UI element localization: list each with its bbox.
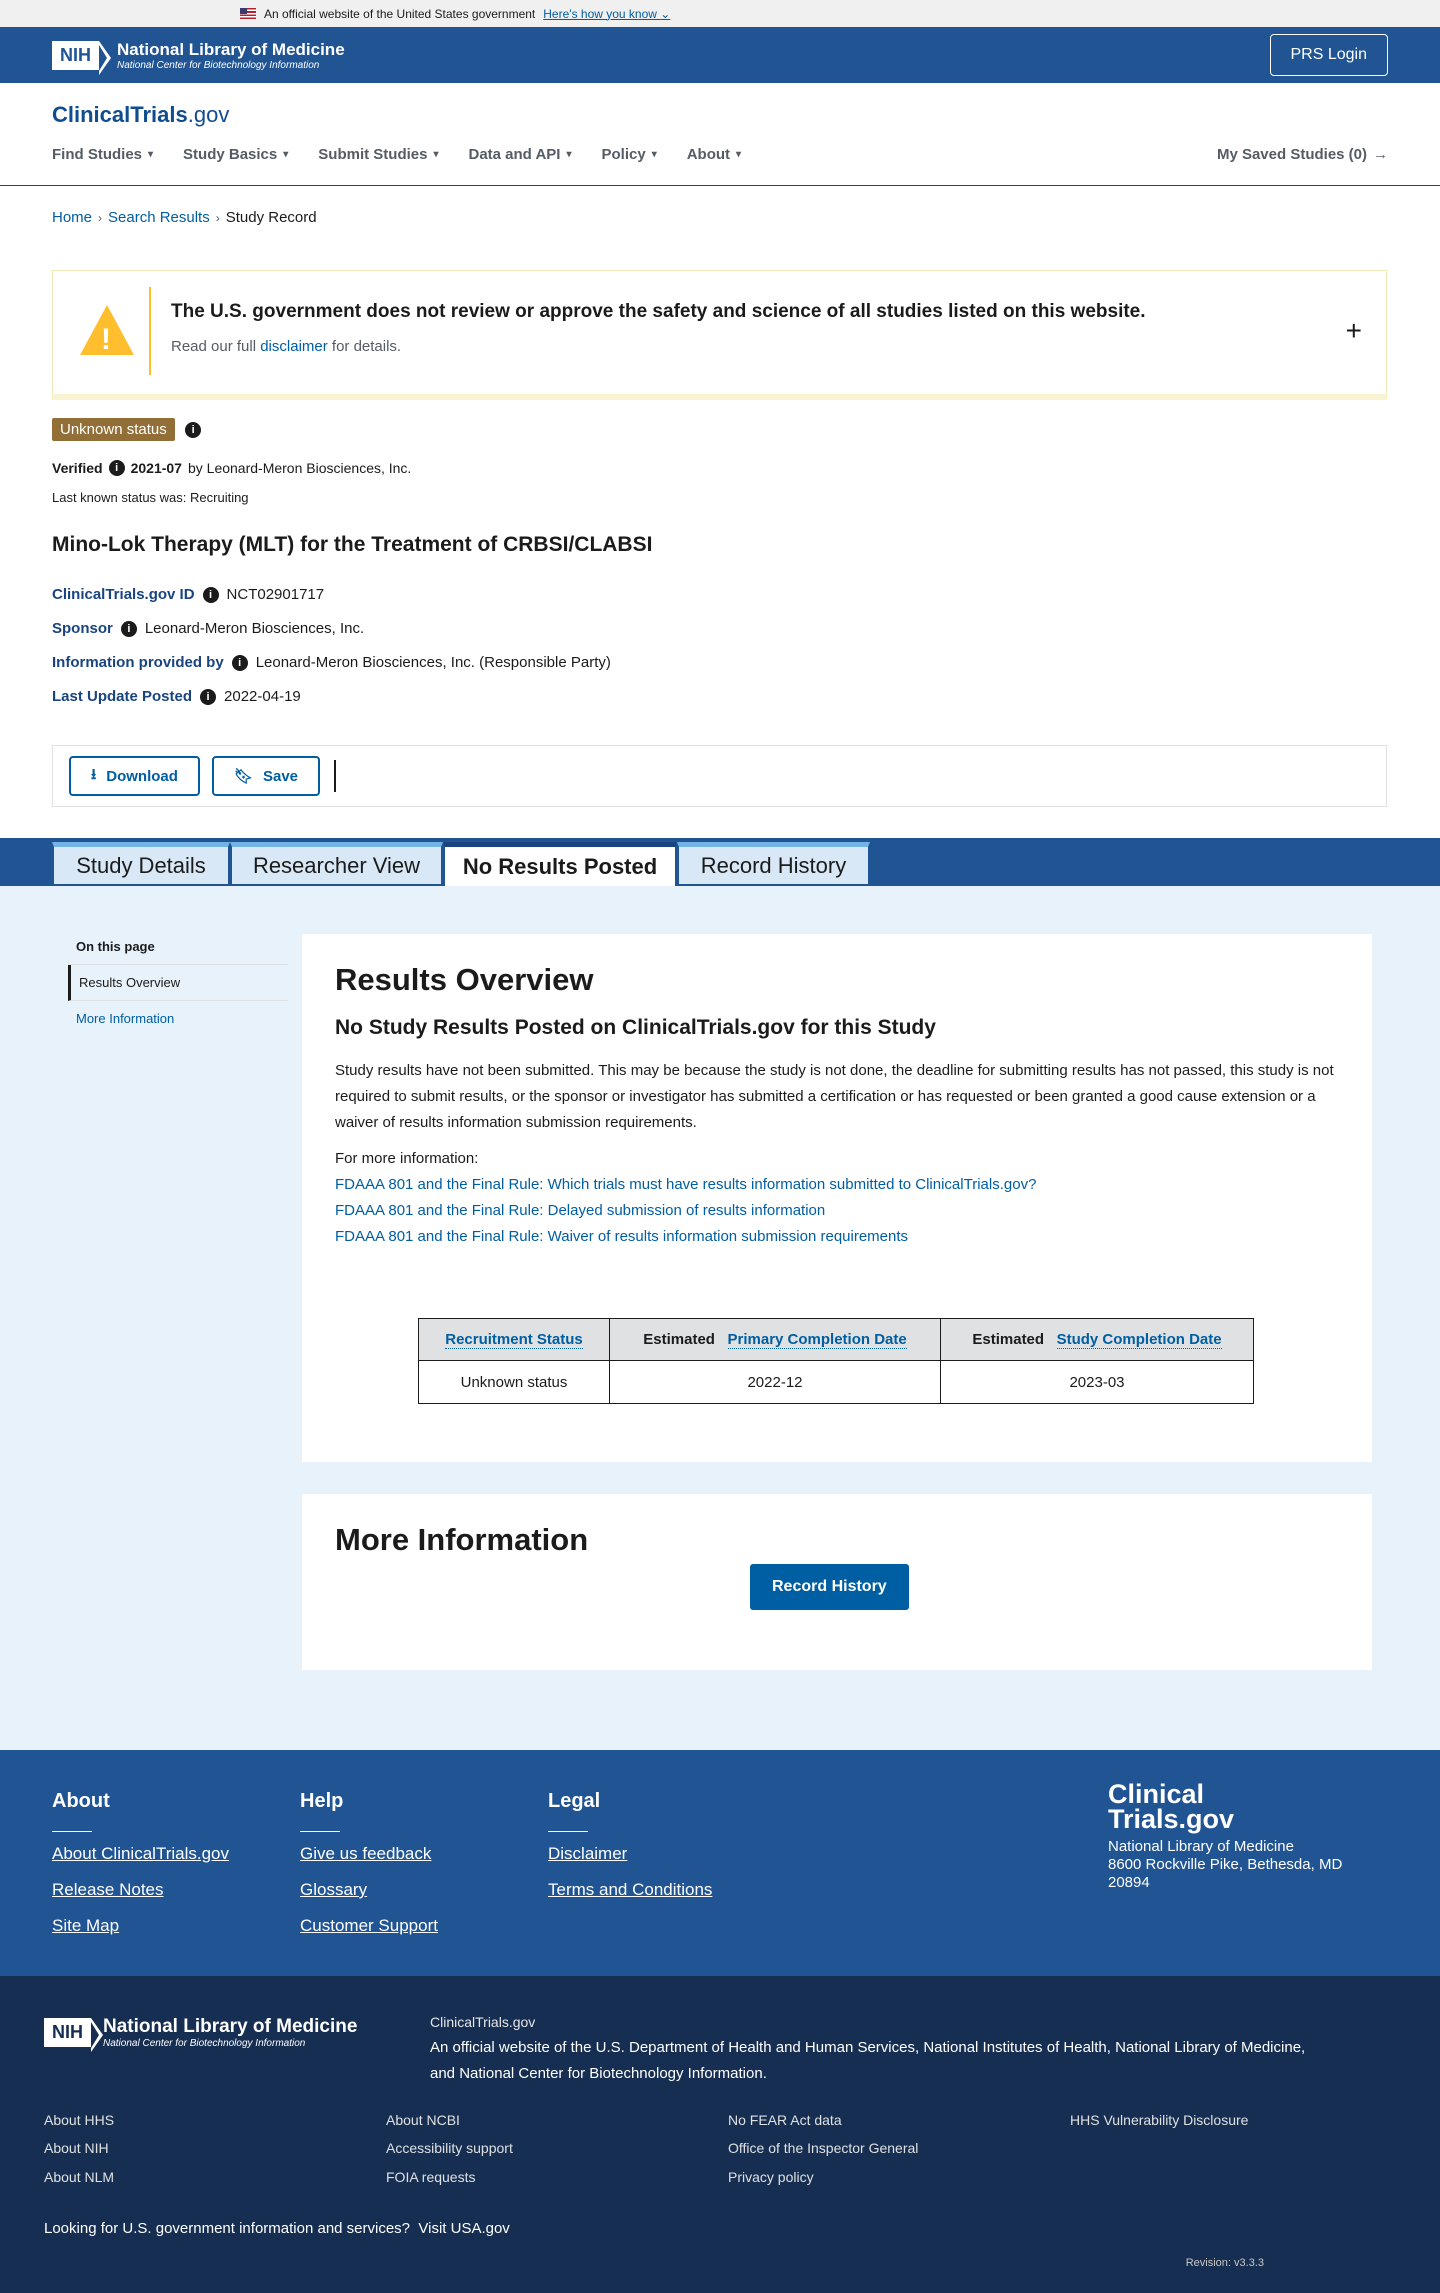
vulnerability-disclosure-link[interactable]: HHS Vulnerability Disclosure <box>1070 2112 1249 2128</box>
primary-completion-link[interactable]: Primary Completion Date <box>727 1331 907 1348</box>
on-this-page-heading: On this page <box>68 939 288 965</box>
revision-text: Revision: v3.3.3 <box>1185 2257 1264 2269</box>
nih-badge: NIH <box>52 41 99 70</box>
breadcrumb-search-results[interactable]: Search Results <box>108 209 210 226</box>
study-id: NCT02901717 <box>226 586 325 603</box>
info-icon[interactable]: i <box>121 621 137 637</box>
about-ncbi-link[interactable]: About NCBI <box>386 2112 460 2128</box>
fdaaa-link-delayed[interactable]: FDAAA 801 and the Final Rule: Delayed submission of results information <box>335 1202 826 1219</box>
my-saved-studies-link[interactable]: My Saved Studies (0) → <box>1216 146 1388 163</box>
footer-help: Help Give us feedback Glossary Customer Support <box>300 1790 438 1935</box>
recruitment-status-link[interactable]: Recruitment Status <box>445 1331 583 1348</box>
footer-address: Clinical Trials.gov National Library of Medicine 8600 Rockville Pike, Bethesda, MD 20894 <box>1108 1779 1343 1891</box>
tab-no-results-posted[interactable]: No Results Posted <box>443 842 677 888</box>
table-header: Estimated Study Completion Date <box>941 1319 1254 1361</box>
table-header: Estimated Primary Completion Date <box>610 1319 941 1361</box>
info-icon[interactable]: i <box>185 422 201 438</box>
info-icon[interactable]: i <box>203 587 219 603</box>
about-nlm-link[interactable]: About NLM <box>44 2169 115 2185</box>
info-provided-row: Information provided by i Leonard-Meron Biosciences, Inc. (Responsible Party) <box>52 654 611 671</box>
download-icon: ⭳ <box>91 765 97 783</box>
onpage-more-information[interactable]: More Information <box>76 1011 175 1026</box>
chevron-down-icon: ▾ <box>736 149 742 160</box>
sponsor-value: Leonard-Meron Biosciences, Inc. <box>144 620 365 637</box>
breadcrumb <box>52 209 317 226</box>
chevron-down-icon: ⌄ <box>660 6 671 21</box>
expand-plus-icon[interactable]: + <box>1345 315 1362 346</box>
nih-link[interactable]: National Institutes of Health <box>923 2039 1107 2056</box>
footer-ct-logo[interactable]: Clinical Trials.gov <box>1108 1779 1235 1834</box>
privacy-policy-link[interactable]: Privacy policy <box>728 2169 814 2185</box>
breadcrumb-home[interactable]: Home <box>52 209 93 226</box>
results-body: Study results have not been submitted. This may be because the study is not done, the deadline for submitting results has not passed, this study is not required to submit results, or the sponsor or investigator has submitted a certification or has requested or been granted a good cause extension or a waiver of results information submission requirements. <box>335 1062 1334 1131</box>
inspector-general-link[interactable]: Office of the Inspector General <box>728 2140 919 2156</box>
footer-disclaimer-link[interactable]: Disclaimer <box>548 1844 628 1863</box>
disclaimer-alert: ! The U.S. government does not review or approve the safety and science of all studies listed on this website. Read our full disclaimer for details. + <box>52 270 1387 400</box>
footer-about: About About ClinicalTrials.gov Release Notes Site Map <box>52 1790 229 1935</box>
footer-feedback-link[interactable]: Give us feedback <box>300 1844 432 1863</box>
footer-legal: Legal Disclaimer Terms and Conditions <box>548 1790 713 1899</box>
on-this-page-nav <box>68 939 288 1036</box>
footer-terms-link[interactable]: Terms and Conditions <box>548 1880 713 1899</box>
nav-study-basics[interactable]: Study Basics ▾ <box>183 146 289 163</box>
ncbi-subtitle: National Center for Biotechnology Information <box>117 59 320 71</box>
nlm-title: National Library of Medicine <box>117 39 345 59</box>
verified-line: Verified i 2021-07 by Leonard-Meron Biosciences, Inc. <box>52 460 412 476</box>
info-provided-value: Leonard-Meron Biosciences, Inc. (Responsible Party) <box>255 654 611 671</box>
table-row: Unknown status 2022-12 2023-03 <box>419 1361 1254 1404</box>
us-flag-icon <box>240 8 256 19</box>
tab-study-details[interactable]: Study Details <box>52 842 230 886</box>
footer-glossary-link[interactable]: Glossary <box>300 1880 368 1899</box>
status-badge: Unknown status <box>52 418 175 441</box>
chevron-down-icon: ▾ <box>566 149 572 160</box>
tab-record-history[interactable]: Record History <box>677 842 870 886</box>
last-known-status: Last known status was: Recruiting <box>52 490 249 505</box>
chevron-down-icon: ▾ <box>283 149 289 160</box>
info-icon[interactable]: i <box>200 689 216 705</box>
tab-researcher-view[interactable]: Researcher View <box>230 842 443 886</box>
info-icon[interactable]: i <box>109 460 125 476</box>
about-nih-link[interactable]: About NIH <box>44 2140 109 2156</box>
results-overview-card <box>302 934 1372 1462</box>
study-id-row: ClinicalTrials.gov ID i NCT02901717 <box>52 586 325 603</box>
status-table <box>418 1318 1254 1404</box>
nih-header <box>0 27 1440 83</box>
chevron-down-icon: ▾ <box>651 149 657 160</box>
nlm-logo[interactable] <box>52 40 345 71</box>
sponsor-row: Sponsor i Leonard-Meron Biosciences, Inc. <box>52 620 365 637</box>
nih-badge: NIH <box>44 2018 91 2047</box>
fdaaa-link-which-trials[interactable]: FDAAA 801 and the Final Rule: Which trials must have results information submitted to ClinicalTrials.gov? <box>335 1176 1037 1193</box>
ncbi-link[interactable]: National Center for Biotechnology Information <box>459 2065 763 2082</box>
hhs-link[interactable]: U.S. Department of Health and Human Services <box>595 2039 915 2056</box>
nav-find-studies[interactable]: Find Studies ▾ <box>52 146 154 163</box>
fdaaa-link-waiver[interactable]: FDAAA 801 and the Final Rule: Waiver of results information submission requirements <box>335 1228 909 1245</box>
table-header <box>419 1319 610 1361</box>
footer-nlm-logo[interactable]: NIH National Library of Medicine National Center for Biotechnology Information <box>44 2016 357 2049</box>
save-button[interactable]: 🔖︎ Save <box>212 756 320 796</box>
prs-login-button[interactable]: PRS Login <box>1270 34 1389 76</box>
main-nav <box>52 146 1388 163</box>
chevron-down-icon: ▾ <box>148 149 154 160</box>
no-fear-act-link[interactable]: No FEAR Act data <box>728 2112 842 2128</box>
nav-submit-studies[interactable]: Submit Studies ▾ <box>318 146 439 163</box>
footer-about-ct-link[interactable]: About ClinicalTrials.gov <box>52 1844 229 1863</box>
footer-release-notes-link[interactable]: Release Notes <box>52 1880 164 1899</box>
last-update-value: 2022-04-19 <box>224 688 301 705</box>
download-button[interactable]: ⭳ Download <box>69 756 200 796</box>
arrow-right-icon: → <box>1373 146 1388 163</box>
footer-site-map-link[interactable]: Site Map <box>52 1916 120 1935</box>
info-icon[interactable]: i <box>232 655 248 671</box>
nav-data-and-api[interactable]: Data and API ▾ <box>468 146 572 163</box>
clinicaltrials-logo[interactable]: ClinicalTrials.gov <box>52 102 230 127</box>
tab-bar <box>0 838 1440 886</box>
chevron-right-icon: › <box>215 210 220 225</box>
usa-gov-line: Looking for U.S. government information and services? Visit USA.gov <box>44 2220 510 2237</box>
footer-support-link[interactable]: Customer Support <box>300 1916 438 1935</box>
bookmark-icon: 🔖︎ <box>233 768 253 785</box>
nav-policy[interactable]: Policy ▾ <box>601 146 657 163</box>
onpage-results-overview[interactable]: Results Overview <box>68 965 288 1001</box>
study-completion-link[interactable]: Study Completion Date <box>1056 1331 1222 1348</box>
study-title: Mino-Lok Therapy (MLT) for the Treatment of CRBSI/CLABSI <box>52 533 653 556</box>
foia-link[interactable]: FOIA requests <box>386 2169 476 2185</box>
more-information-card <box>302 1494 1372 1670</box>
main-content <box>0 886 1440 1750</box>
disclaimer-link[interactable]: disclaimer <box>260 338 328 355</box>
breadcrumb-current: Study Record <box>225 209 317 226</box>
header-divider <box>0 185 1440 186</box>
results-subheading: No Study Results Posted on ClinicalTrials.gov for this Study <box>335 1016 936 1039</box>
gov-banner-text: An official website of the United States government <box>264 6 536 21</box>
last-update-row: Last Update Posted i 2022-04-19 <box>52 688 301 705</box>
gov-banner <box>0 0 1440 27</box>
footer-links <box>0 1750 1440 1976</box>
alert-title: The U.S. government does not review or approve the safety and science of all studies listed on this website. <box>171 301 1146 322</box>
record-history-button[interactable]: Record History <box>750 1564 909 1610</box>
footer-official-text: ClinicalTrials.gov An official website of the U.S. Department of Health and Human Services, National Institutes of Health, National Library of Medicine, and National Center for Biotechnology Information. <box>430 2014 1306 2082</box>
nlm-link[interactable]: National Library of Medicine <box>1115 2039 1302 2056</box>
footer-identifier <box>0 1976 1440 2293</box>
chevron-right-icon: › <box>98 210 103 225</box>
alert-text: Read our full disclaimer for details. <box>171 338 402 355</box>
status-area <box>52 418 201 441</box>
accessibility-link[interactable]: Accessibility support <box>386 2140 513 2156</box>
chevron-down-icon: ▾ <box>433 149 439 160</box>
results-heading: Results Overview <box>335 962 594 997</box>
visit-usa-gov-link[interactable]: Visit USA.gov <box>418 2220 510 2237</box>
nav-about[interactable]: About ▾ <box>686 146 742 163</box>
about-hhs-link[interactable]: About HHS <box>44 2112 115 2128</box>
action-bar <box>52 745 1387 807</box>
more-info-heading: More Information <box>335 1522 589 1557</box>
heres-how-you-know-link[interactable]: Here's how you know ⌄ <box>543 6 671 21</box>
for-more-info: For more information: FDAAA 801 and the Final Rule: Which trials must have results information submitted to ClinicalTrials.gov? FDAAA 801 and the Final Rule: Delayed submission of results information FDAAA 801 and the Final Rule: Waiver of results information submission requirements <box>335 1146 1036 1250</box>
